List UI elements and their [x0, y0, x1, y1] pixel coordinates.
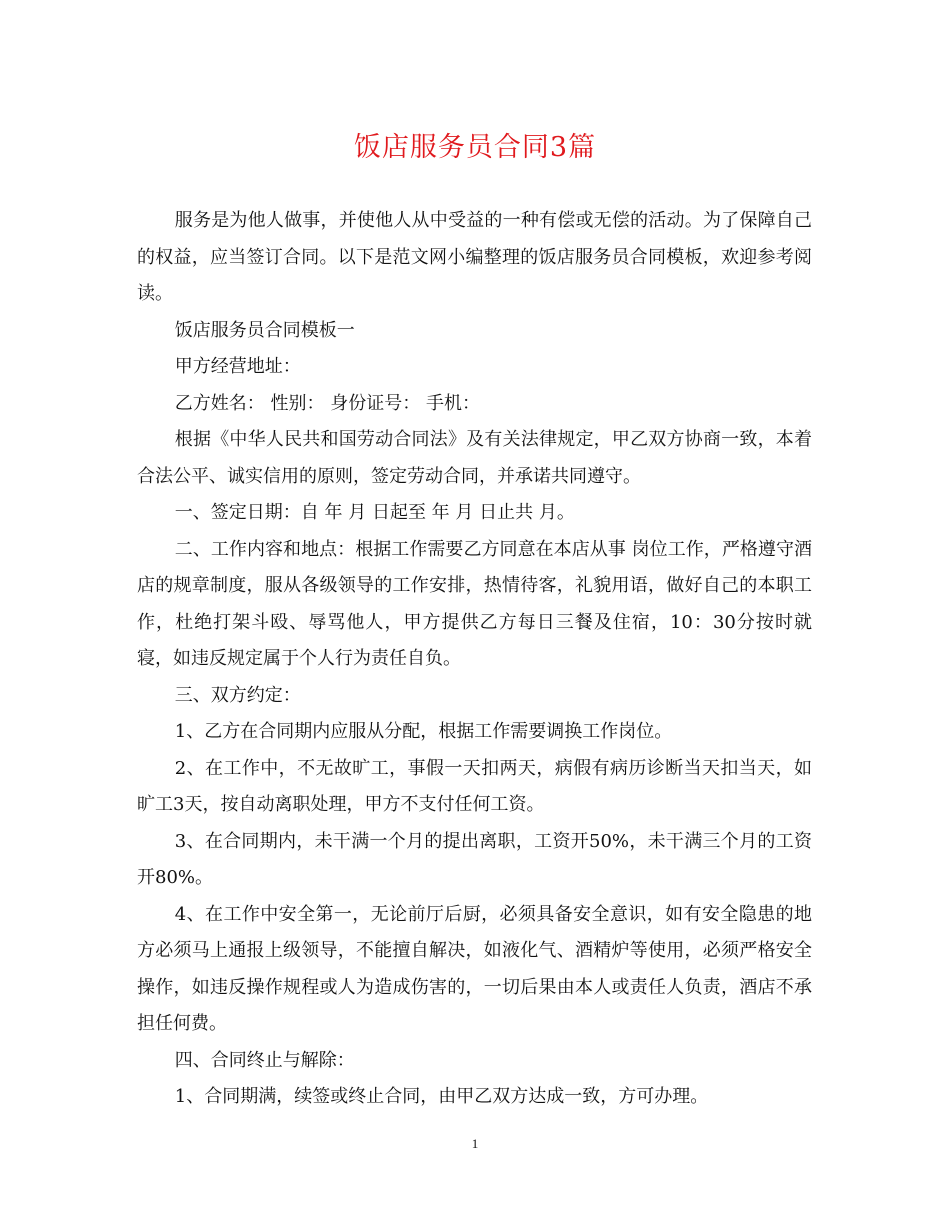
paragraph-clause-1: 1、乙方在合同期内应服从分配，根据工作需要调换工作岗位。	[174, 721, 673, 742]
paragraph-legal-basis: 根据《中华人民共和国劳动合同法》及有关法律规定，甲乙双方协商一致，本着合法公平、诚实信用的原则，签定劳动合同，并承诺共同遵守。	[137, 429, 812, 487]
document-title: 饭店服务员合同3篇	[353, 132, 597, 163]
paragraph-party-b-info: 乙方姓名： 性别： 身份证号： 手机：	[174, 392, 480, 414]
page-number: 1	[471, 1136, 479, 1151]
paragraph-signing-date: 一、签定日期：自 年 月 日起至 年 月 日止共 月。	[174, 502, 575, 523]
paragraph-clause-4: 4、在工作中安全第一，无论前厅后厨，必须具备安全意识，如有安全隐患的地方必须马上通报上级领导，不能擅自解决，如液化气、酒精炉等使用，必须严格安全操作，如违反操作规程或人为造成伤害的，一切后果由本人或责任人负责，酒店不承担任何费。	[137, 903, 812, 1034]
paragraph-party-a-address: 甲方经营地址：	[174, 356, 301, 377]
paragraph-clause-3: 3、在合同期内，未干满一个月的提出离职，工资开50%，未干满三个月的工资开80%。	[137, 830, 812, 888]
document-body	[137, 203, 812, 1116]
paragraph-termination-clause-1: 1、合同期满，续签或终止合同，由甲乙双方达成一致，方可办理。	[174, 1086, 709, 1107]
paragraph-template-heading: 饭店服务员合同模板一	[174, 319, 355, 341]
paragraph-termination-heading: 四、合同终止与解除：	[174, 1049, 355, 1071]
paragraph-intro: 服务是为他人做事，并使他人从中受益的一种有偿或无偿的活动。为了保障自己的权益，应当签订合同。以下是范文网小编整理的饭店服务员合同模板，欢迎参考阅读。	[137, 210, 812, 304]
paragraph-work-content: 二、工作内容和地点：根据工作需要乙方同意在本店从事 岗位工作，严格遵守酒店的规章制度，服从各级领导的工作安排，热情待客，礼貌用语，做好自己的本职工作，杜绝打架斗殴、辱骂他人，甲方提供乙方每日三餐及住宿，10：30分按时就寝，如违反规定属于个人行为责任自负。	[137, 538, 812, 669]
paragraph-agreement-heading: 三、双方约定：	[174, 684, 301, 706]
paragraph-clause-2: 2、在工作中，不无故旷工，事假一天扣两天，病假有病历诊断当天扣当天，如旷工3天，按自动离职处理，甲方不支付任何工资。	[137, 757, 812, 815]
